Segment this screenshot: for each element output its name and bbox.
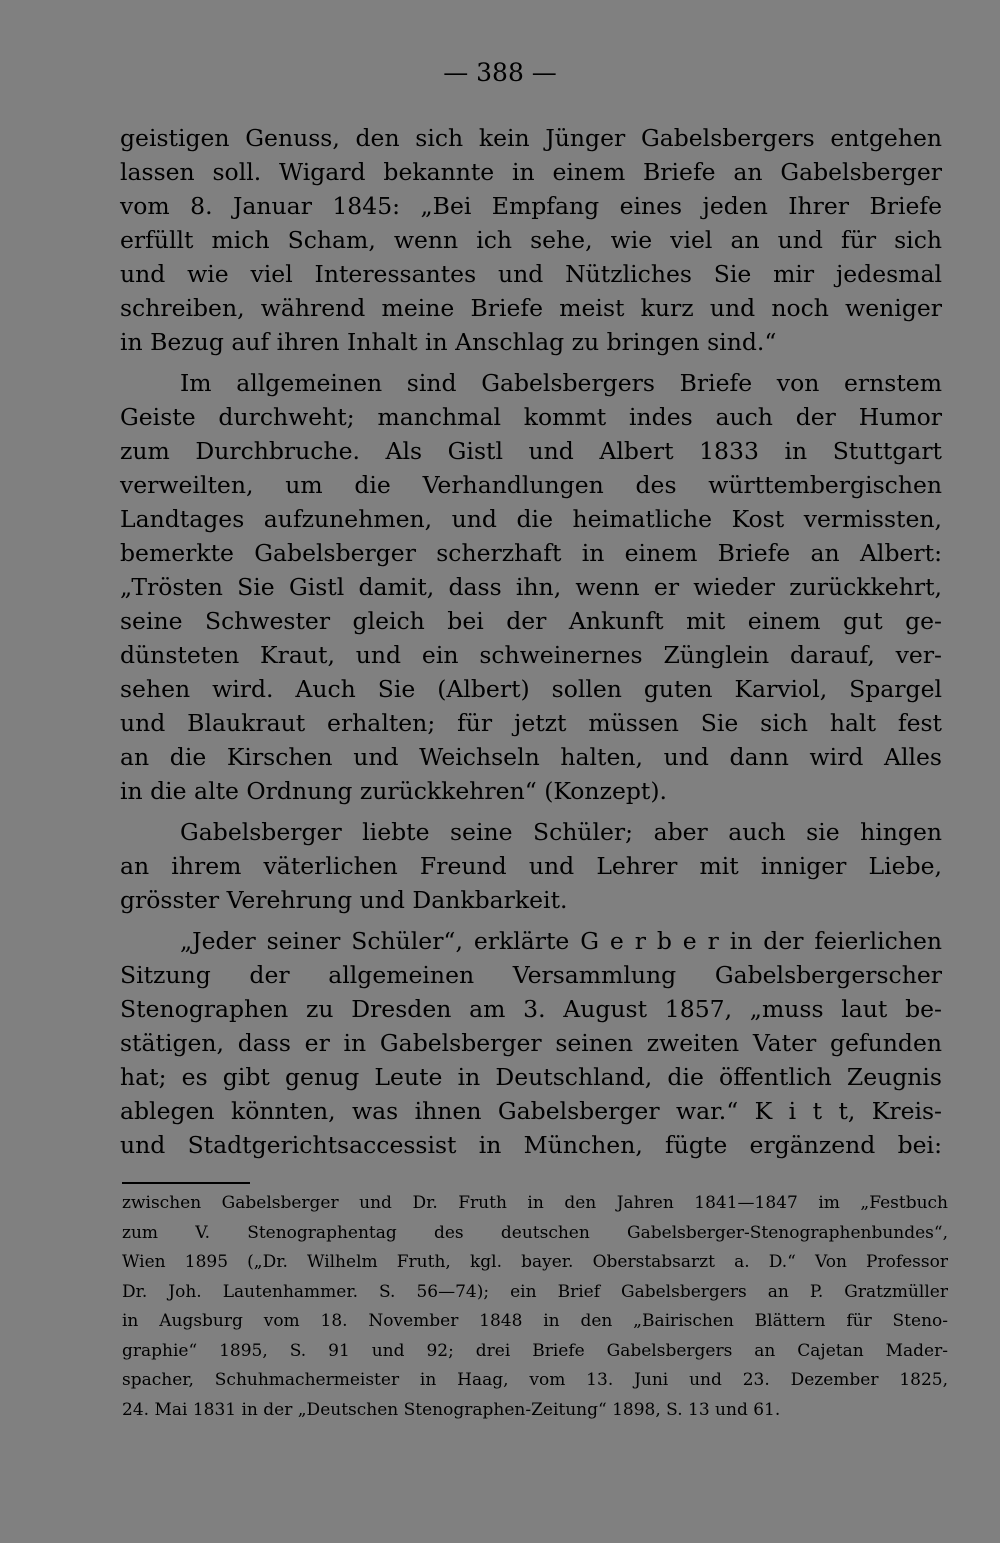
paragraph [120, 924, 942, 1162]
page-number: — 388 — [443, 58, 557, 87]
text-line: zum Durchbruche. Als Gistl und Albert 1833 in Stuttgart [120, 437, 942, 465]
footnote-line: zwischen Gabelsberger und Dr. Fruth in den Jahren 1841—1847 im „Festbuch [122, 1193, 948, 1213]
footnote-divider [122, 1182, 250, 1184]
footnote-line: graphie“ 1895, S. 91 und 92; drei Briefe Gabelsbergers an Cajetan Mader- [122, 1340, 948, 1361]
text-line: geistigen Genuss, den sich kein Jünger Gabelsbergers entgehen [120, 124, 942, 152]
footnote-line: Dr. Joh. Lautenhammer. S. 56—74); ein Brief Gabelsbergers an P. Gratzmüller [122, 1281, 948, 1302]
text-line: „Trösten Sie Gistl damit, dass ihn, wenn er wieder zurückkehrt, [120, 573, 942, 601]
text-line: Geiste durchweht; manchmal kommt indes auch der Humor [120, 403, 942, 431]
text-line: und Blaukraut erhalten; für jetzt müssen Sie sich halt fest [120, 709, 942, 737]
paragraph [120, 366, 942, 808]
footnote-line: in Augsburg vom 18. November 1848 in den „Bairischen Blättern für Steno- [122, 1311, 948, 1331]
text-line: vom 8. Januar 1845: „Bei Empfang eines jeden Ihrer Briefe [120, 192, 942, 220]
text-line: schreiben, während meine Briefe meist kurz und noch weniger [120, 294, 942, 322]
footnote-line: spacher, Schuhmachermeister in Haag, vom 13. Juni und 23. Dezember 1825, [122, 1370, 948, 1390]
text-line: Gabelsberger liebte seine Schüler; aber auch sie hingen [180, 818, 942, 846]
text-line: in die alte Ordnung zurückkehren“ (Konzept). [120, 777, 667, 805]
text-line: verweilten, um die Verhandlungen des württembergischen [120, 471, 942, 499]
text-line: und wie viel Interessantes und Nützliches Sie mir jedesmal [120, 260, 942, 288]
footnote [122, 1189, 948, 1425]
text-line: ablegen könnten, was ihnen Gabelsberger war.“ K i t t, Kreis- [120, 1097, 942, 1125]
body-text [120, 121, 942, 1162]
footnote-line: Wien 1895 („Dr. Wilhelm Fruth, kgl. bayer. Oberstabsarzt a. D.“ Von Professor [122, 1252, 948, 1272]
paragraph [120, 815, 942, 917]
text-line: seine Schwester gleich bei der Ankunft mit einem gut ge- [120, 607, 942, 635]
text-line: Landtages aufzunehmen, und die heimatliche Kost vermissten, [120, 505, 942, 533]
text-line: an ihrem väterlichen Freund und Lehrer mit inniger Liebe, [120, 852, 942, 880]
text-line: in Bezug auf ihren Inhalt in Anschlag zu bringen sind.“ [120, 328, 777, 356]
footnote-line: zum V. Stenographentag des deutschen Gabelsberger-Stenographenbundes“, [122, 1222, 948, 1243]
text-line: „Jeder seiner Schüler“, erklärte G e r b e r in der feierlichen [180, 927, 942, 955]
text-line: Sitzung der allgemeinen Versammlung Gabelsbergerscher [120, 961, 942, 989]
text-line: bemerkte Gabelsberger scherzhaft in einem Briefe an Albert: [120, 539, 942, 567]
text-line: Stenographen zu Dresden am 3. August 1857, „muss laut be- [120, 995, 942, 1023]
text-line: und Stadtgerichtsaccessist in München, fügte ergänzend bei: [120, 1131, 942, 1159]
text-line: sehen wird. Auch Sie (Albert) sollen guten Karviol, Spargel [120, 675, 942, 703]
text-line: an die Kirschen und Weichseln halten, und dann wird Alles [120, 743, 942, 771]
footnote-line: 24. Mai 1831 in der „Deutschen Stenographen-Zeitung“ 1898, S. 13 und 61. [122, 1399, 781, 1420]
paragraph [120, 121, 942, 359]
text-line: erfüllt mich Scham, wenn ich sehe, wie viel an und für sich [120, 226, 942, 254]
text-line: dünsteten Kraut, und ein schweinernes Zünglein darauf, ver- [120, 641, 942, 669]
text-line: lassen soll. Wigard bekannte in einem Briefe an Gabelsberger [120, 158, 942, 186]
text-line: Im allgemeinen sind Gabelsbergers Briefe von ernstem [180, 369, 942, 397]
text-line: stätigen, dass er in Gabelsberger seinen zweiten Vater gefunden [120, 1029, 942, 1057]
text-line: hat; es gibt genug Leute in Deutschland, die öffentlich Zeugnis [120, 1063, 942, 1091]
text-line: grösster Verehrung und Dankbarkeit. [120, 886, 568, 914]
